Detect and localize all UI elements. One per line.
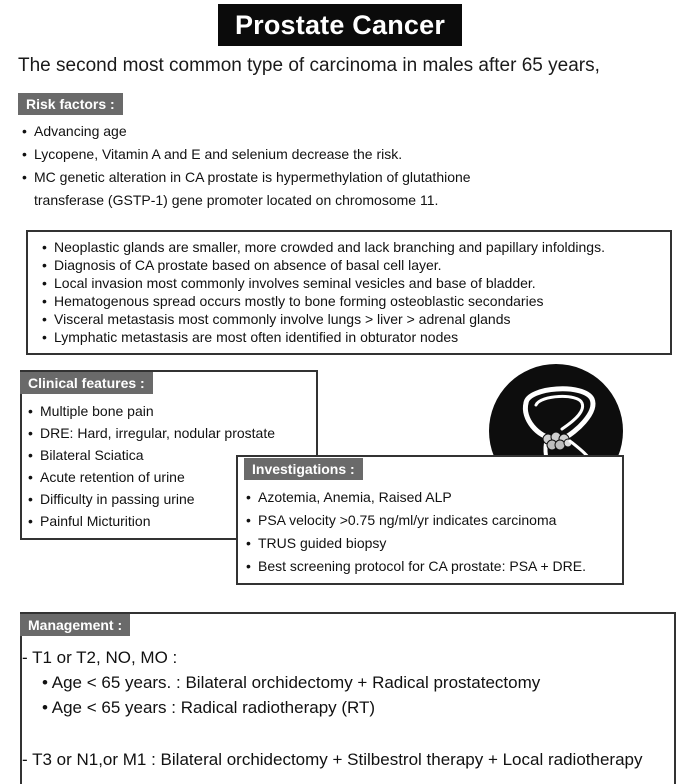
list-item: • DRE: Hard, irregular, nodular prostate [28,422,275,444]
risk-factors-list [22,120,522,212]
list-item: • Painful Micturition [28,510,275,532]
clinical-features-heading: Clinical features : [20,372,153,394]
investigations-list [246,486,586,578]
page-title: Prostate Cancer [218,4,462,46]
list-item: • Hematogenous spread occurs mostly to bone forming osteoblastic secondaries [42,292,605,310]
intro-text: The second most common type of carcinoma in males after 65 years, [18,55,600,76]
list-item: • Advancing age [22,120,522,143]
list-item: • Best screening protocol for CA prostate: PSA + DRE. [246,555,586,578]
list-item: • TRUS guided biopsy [246,532,586,555]
list-item: • Azotemia, Anemia, Raised ALP [246,486,586,509]
management-box [20,612,676,784]
list-item: • Multiple bone pain [28,400,275,422]
stage-advanced-label: - T3 or N1,or M1 : Bilateral orchidectomy + Stilbestrol therapy + Local radiotherapy [22,750,643,769]
stage-early-item: • Age < 65 years. : Bilateral orchidectomy + Radical prostatectomy [42,673,541,692]
list-item: • Lycopene, Vitamin A and E and selenium decrease the risk. [22,143,522,166]
list-item: • Local invasion most commonly involves seminal vesicles and base of bladder. [42,274,605,292]
list-item: • PSA velocity >0.75 ng/ml/yr indicates carcinoma [246,509,586,532]
investigations-heading: Investigations : [244,458,363,480]
stage-early-label: - T1 or T2, NO, MO : [22,648,178,667]
list-item: • Acute retention of urine [28,466,275,488]
list-item: • Visceral metastasis most commonly involve lungs > liver > adrenal glands [42,310,605,328]
list-item: • Difficulty in passing urine [28,488,275,510]
management-heading: Management : [20,614,130,636]
list-item: • MC genetic alteration in CA prostate is hypermethylation of glutathione transferase (GSTP-1) gene promoter located on chromosome 11. [22,166,522,212]
stage-early-item: • Age < 65 years : Radical radiotherapy (RT) [42,698,376,717]
list-item: • Neoplastic glands are smaller, more crowded and lack branching and papillary infoldings. [42,238,605,256]
list-item: • Bilateral Sciatica [28,444,275,466]
list-item: • Lymphatic metastasis are most often identified in obturator nodes [42,328,605,346]
list-item: • Diagnosis of CA prostate based on absence of basal cell layer. [42,256,605,274]
risk-factors-heading: Risk factors : [18,93,123,115]
investigations-box [236,455,624,585]
pathology-list [42,238,605,346]
pathology-box [26,230,672,355]
